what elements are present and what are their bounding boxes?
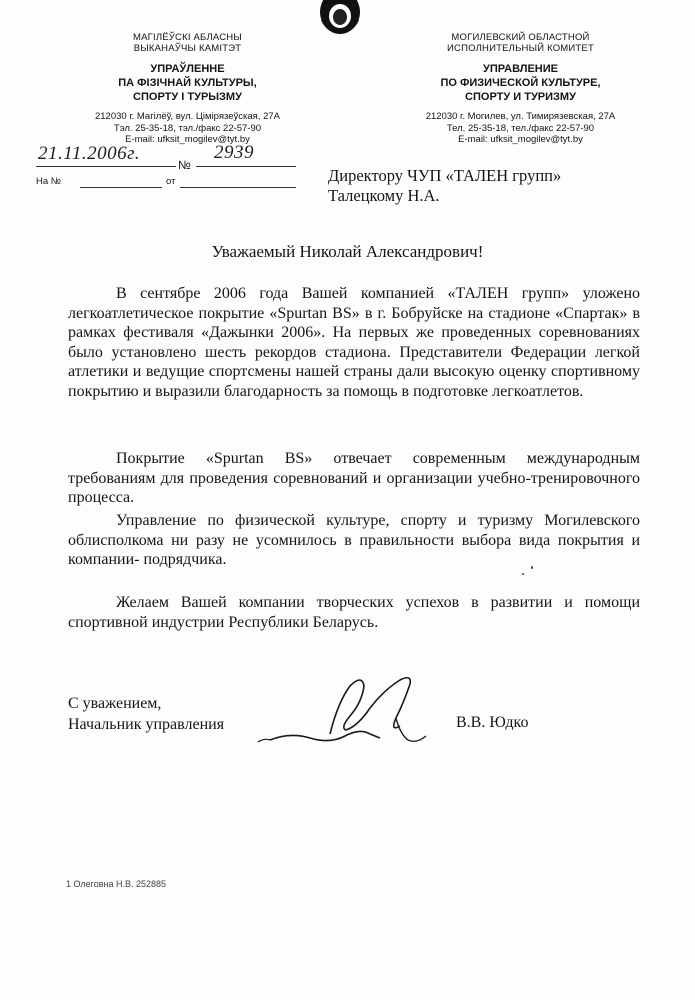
phone-line: Тел. 25-35-18, тел./факс 22-57-90 xyxy=(446,122,595,134)
address-block xyxy=(398,111,643,146)
body-paragraph: Управление по физической культуре, спорту и туризму Могилевского облисполкома ни разу не усомнилось в правильности выбора вида покрытия и компании- подрядчика. xyxy=(68,512,640,569)
org-name: ВЫКАНАЎЧЫ КАМІТЭТ xyxy=(133,43,242,54)
address-line: 212030 г. Магілёў, вул. Цімірязеўская, 27А xyxy=(94,111,281,122)
org-name: ИСПОЛНИТЕЛЬНЫЙ КОМИТЕТ xyxy=(447,43,594,54)
department-line: СПОРТУ І ТУРЫЗМУ xyxy=(133,91,242,103)
footnote: 1 Олеговна Н.В. 252885 xyxy=(66,879,167,889)
body-paragraph: Желаем Вашей компании творческих успехов в развитии и помощи спортивной индустрии Республики Беларусь. xyxy=(68,594,640,631)
department-name xyxy=(398,62,643,104)
address-block xyxy=(70,111,305,146)
body-paragraph: Покрытие «Spurtan BS» отвечает современным международным требованиям для проведения соревнований и организации учебно-тренировочного процесса. xyxy=(68,450,640,507)
reply-from-label: от xyxy=(166,176,176,187)
coat-of-arms-icon xyxy=(318,0,362,34)
reply-to-label: На № xyxy=(36,176,61,187)
phone-line: Тэл. 25-35-18, тэл./факс 22-57-90 xyxy=(113,122,262,134)
header-left xyxy=(70,32,305,146)
header-right xyxy=(398,32,643,146)
greeting: Уважаемый Николай Александрович! xyxy=(211,242,484,261)
number-underline xyxy=(196,166,296,167)
scan-speck xyxy=(522,573,524,575)
reply-date-line xyxy=(180,187,296,188)
signer-title: Начальник управления xyxy=(68,716,225,733)
addressee-line: Директору ЧУП «ТАЛЕН групп» xyxy=(328,166,562,185)
number-sign: № xyxy=(178,158,191,172)
address-line: 212030 г. Могилев, ул. Тимирязевская, 27А xyxy=(425,111,616,122)
department-line: СПОРТУ И ТУРИЗМУ xyxy=(465,91,576,103)
scan-speck xyxy=(531,566,533,569)
date-underline xyxy=(36,166,176,167)
body-paragraph: В сентябре 2006 года Вашей компанией «ТАЛЕН групп» уложено легкоатлетическое покрытие «Spurtan BS» в г. Бобруйске на стадионе «Спартак» в рамках фестиваля «Дажынки 2006». На первых же проведенных соревнованиях было установлено шесть рекордов стадиона. Представители Федерации легкой атлетики и ведущие спортсмены нашей страны дали высокую оценку спортивному покрытию и выразили благодарность за помощь в подготовке легкоатлетов. xyxy=(68,285,640,400)
department-line: ПО ФИЗИЧЕСКОЙ КУЛЬТУРЕ, xyxy=(440,77,601,89)
email-line: E-mail: ufksit_mogilev@tyt.by xyxy=(125,134,250,145)
handwritten-signature xyxy=(250,672,460,772)
org-name: МАГІЛЁЎСКІ АБЛАСНЫ xyxy=(133,32,242,43)
email-line: E-mail: ufksit_mogilev@tyt.by xyxy=(458,134,583,145)
department-line: УПРАВЛЕНИЕ xyxy=(483,63,558,75)
closing-block xyxy=(68,693,224,735)
addressee-name: Талецкому Н.А. xyxy=(328,186,440,205)
signer-name: В.В. Юдко xyxy=(456,714,529,731)
department-line: ПА ФІЗІЧНАЙ КУЛЬТУРЫ, xyxy=(118,77,257,89)
org-name: МОГИЛЕВСКИЙ ОБЛАСТНОЙ xyxy=(451,32,590,43)
department-line: УПРАЎЛЕННЕ xyxy=(150,63,225,75)
handwritten-number: 2939 xyxy=(214,142,254,163)
closing-phrase: С уважением, xyxy=(68,695,162,712)
handwritten-date: 21.11.2006г. xyxy=(38,143,141,164)
department-name xyxy=(70,62,305,104)
addressee-block xyxy=(328,166,561,206)
reply-number-line xyxy=(80,187,162,188)
